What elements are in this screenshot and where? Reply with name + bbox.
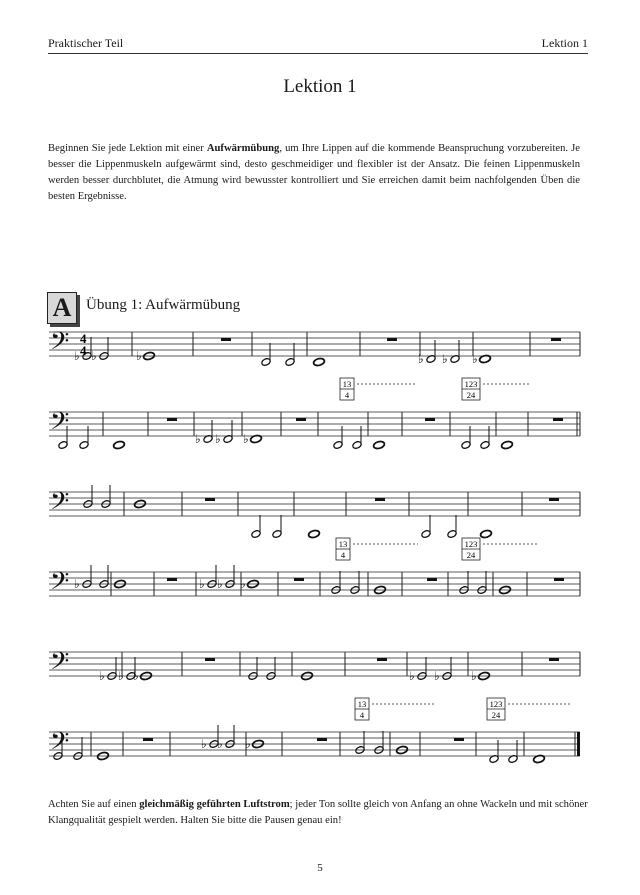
flat-sign: ♭ xyxy=(201,737,207,751)
exercise-title: Übung 1: Aufwärmübung xyxy=(86,297,241,313)
whole-rest xyxy=(554,578,564,581)
whole-rest xyxy=(167,578,177,581)
intro-text-1: Beginnen Sie jede Lektion mit einer xyxy=(48,143,207,154)
valve-fingering-top: 13 xyxy=(357,699,367,709)
whole-rest xyxy=(294,578,304,581)
valve-fingering-bottom: 4 xyxy=(344,390,350,400)
valve-fingering-top: 13 xyxy=(338,539,348,549)
bass-clef-icon: 𝄢 xyxy=(50,487,70,522)
flat-sign: ♭ xyxy=(74,577,80,591)
whole-rest xyxy=(377,658,387,661)
outro-bold: gleichmäßig geführten Luftstrom xyxy=(139,799,290,810)
flat-sign: ♭ xyxy=(136,349,142,363)
flat-sign: ♭ xyxy=(240,577,246,591)
valve-fingering-bottom: 24 xyxy=(466,390,476,400)
intro-text-2: , um Ihre Lippen auf die kommende Beanspruchung vorzubereiten. Je besser die Lippenmuskeln aufgewärmt sind, desto geschmeidiger und flexibler ist der Ansatz. Die feinen Lippenmuskeln werden besser durchblutet, die Atmung wird bewusster kontrolliert und Sie erreichen damit beim nachfolgenden Üben die besten Ergebnisse. xyxy=(48,143,580,202)
header-section: Praktischer Teil xyxy=(48,36,124,50)
exercise-badge: A xyxy=(47,292,77,324)
outro-paragraph xyxy=(48,797,588,829)
bass-clef-icon: 𝄢 xyxy=(50,567,70,602)
whole-note xyxy=(501,440,513,449)
flat-sign: ♭ xyxy=(471,669,477,683)
page-title: Lektion 1 xyxy=(283,76,357,97)
whole-rest xyxy=(427,578,437,581)
time-signature-bottom: 4 xyxy=(80,343,87,358)
flat-sign: ♭ xyxy=(245,737,251,751)
flat-sign: ♭ xyxy=(133,669,139,683)
whole-rest xyxy=(551,338,561,341)
whole-note xyxy=(308,529,320,538)
flat-sign: ♭ xyxy=(217,577,223,591)
whole-rest xyxy=(221,338,231,341)
valve-fingering-bottom: 24 xyxy=(491,710,501,720)
whole-note xyxy=(113,440,125,449)
flat-sign: ♭ xyxy=(409,669,415,683)
whole-rest xyxy=(375,498,385,501)
bass-clef-icon: 𝄢 xyxy=(50,327,70,362)
whole-rest xyxy=(205,498,215,501)
whole-note xyxy=(313,357,325,366)
flat-sign: ♭ xyxy=(74,349,80,363)
whole-note xyxy=(373,440,385,449)
flat-sign: ♭ xyxy=(472,352,478,366)
time-signature-top: 4 xyxy=(80,331,87,346)
valve-fingering-top: 123 xyxy=(489,699,503,709)
flat-sign: ♭ xyxy=(243,432,249,446)
whole-note xyxy=(480,529,492,538)
whole-rest xyxy=(387,338,397,341)
valve-fingering-top: 123 xyxy=(464,379,478,389)
flat-sign: ♭ xyxy=(91,349,97,363)
whole-rest xyxy=(549,498,559,501)
flat-sign: ♭ xyxy=(215,432,221,446)
flat-sign: ♭ xyxy=(195,432,201,446)
final-bar-thick xyxy=(577,732,580,756)
outro-text-1: Achten Sie auf einen xyxy=(48,799,140,810)
whole-rest xyxy=(425,418,435,421)
valve-fingering-bottom: 24 xyxy=(466,550,476,560)
flat-sign: ♭ xyxy=(434,669,440,683)
outro-text-2: ; jeder Ton sollte gleich von Anfang an ohne Wackeln und mit schöner Klangqualität gespielt werden. Halten Sie bitte die Pausen genau ein! xyxy=(48,799,588,826)
whole-rest xyxy=(549,658,559,661)
page-number: 5 xyxy=(317,862,323,874)
bass-clef-icon: 𝄢 xyxy=(50,407,70,442)
bass-clef-icon: 𝄢 xyxy=(50,647,70,682)
flat-sign: ♭ xyxy=(199,577,205,591)
flat-sign: ♭ xyxy=(418,352,424,366)
valve-fingering-bottom: 4 xyxy=(340,550,346,560)
flat-sign: ♭ xyxy=(442,352,448,366)
whole-rest xyxy=(553,418,563,421)
whole-rest xyxy=(454,738,464,741)
header-lesson: Lektion 1 xyxy=(541,36,588,50)
flat-sign: ♭ xyxy=(99,669,105,683)
whole-rest xyxy=(143,738,153,741)
bass-clef-icon: 𝄢 xyxy=(50,727,70,762)
flat-sign: ♭ xyxy=(118,669,124,683)
whole-rest xyxy=(167,418,177,421)
whole-rest xyxy=(205,658,215,661)
flat-sign: ♭ xyxy=(217,737,223,751)
valve-fingering-bottom: 4 xyxy=(359,710,365,720)
valve-fingering-top: 123 xyxy=(464,539,478,549)
intro-bold: Aufwärmübung xyxy=(206,143,280,154)
whole-rest xyxy=(317,738,327,741)
whole-rest xyxy=(296,418,306,421)
valve-fingering-top: 13 xyxy=(342,379,352,389)
